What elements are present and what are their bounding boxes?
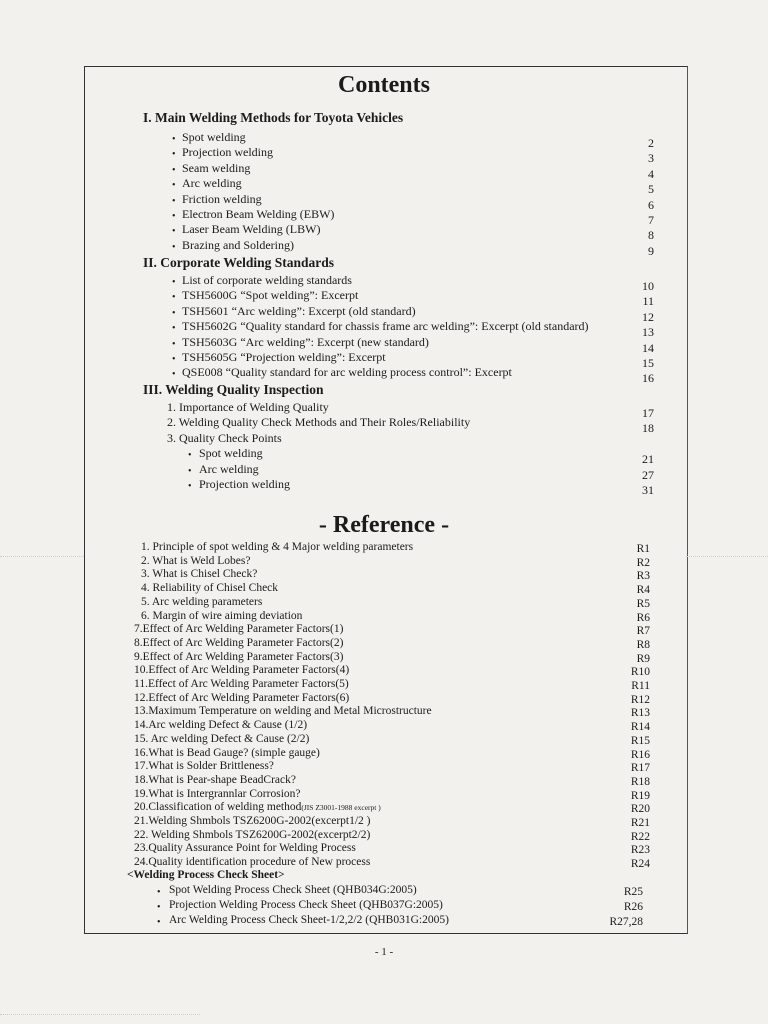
- toc-item: QSE008 “Quality standard for arc welding process control”: Excerpt: [182, 365, 512, 380]
- reference-page-number: R3: [636, 570, 650, 583]
- reference-page-number: R23: [630, 844, 650, 857]
- toc-item: Arc welding: [182, 176, 242, 191]
- reference-page-number: R19: [630, 789, 650, 802]
- bullet-icon: •: [172, 277, 176, 288]
- reference-label: 7.Effect of Arc Welding Parameter Factors(1): [134, 623, 344, 636]
- toc-page-number: 15: [642, 356, 654, 370]
- toc-item: TSH5603G “Arc welding”: Excerpt (new standard): [182, 334, 429, 349]
- reference-label: 13.Maximum Temperature on welding and Metal Microstructure: [134, 705, 432, 718]
- bullet-icon: •: [172, 354, 176, 365]
- reference-page-number: R11: [631, 680, 650, 692]
- reference-label: 4. Reliability of Chisel Check: [141, 582, 279, 595]
- reference-label: 5. Arc welding parameters: [141, 595, 263, 608]
- bullet-icon: •: [157, 901, 161, 913]
- reference-page-number: R7: [636, 625, 650, 638]
- reference-label: 12.Effect of Arc Welding Parameter Factors(6): [134, 691, 350, 704]
- reference-page-number: R20: [630, 803, 650, 816]
- toc-item: TSH5601 “Arc welding”: Excerpt (old standard): [182, 303, 416, 318]
- check-sheet-item: Arc Welding Process Check Sheet-1/2,2/2 (QHB031G:2005): [169, 913, 449, 926]
- bullet-icon: •: [172, 226, 176, 238]
- scan-artifact: [0, 1014, 200, 1015]
- toc-page-number: 18: [642, 421, 654, 436]
- bullet-icon: •: [172, 134, 176, 145]
- reference-label: 3. What is Chisel Check?: [141, 568, 258, 581]
- reference-label: 17.What is Solder Brittleness?: [134, 760, 274, 773]
- check-sheet-page-number: R25: [623, 885, 643, 898]
- toc-page-number: 21: [642, 452, 654, 467]
- reference-page-number: R6: [636, 611, 650, 624]
- bullet-icon: •: [188, 465, 192, 477]
- reference-label: 24.Quality identification procedure of New process: [134, 856, 371, 869]
- toc-item: Laser Beam Welding (LBW): [182, 222, 321, 237]
- reference-page-number: R17: [630, 762, 650, 775]
- toc-item: 2. Welding Quality Check Methods and Their Roles/Reliability: [167, 415, 471, 430]
- reference-label: 8.Effect of Arc Welding Parameter Factors(2): [134, 636, 344, 649]
- bullet-icon: •: [188, 450, 192, 462]
- toc-item: TSH5600G “Spot welding”: Excerpt: [182, 288, 359, 303]
- check-sheet-item: Spot Welding Process Check Sheet (QHB034G:2005): [169, 883, 417, 896]
- toc-subitem: Projection welding: [199, 477, 290, 491]
- reference-label: 2. What is Weld Lobes?: [141, 554, 251, 567]
- reference-label: 6. Margin of wire aiming deviation: [141, 609, 303, 622]
- reference-page-number: R8: [636, 638, 650, 651]
- reference-title: - Reference -: [318, 512, 450, 538]
- toc-item: List of corporate welding standards: [182, 273, 352, 287]
- reference-label: 23.Quality Assurance Point for Welding Process: [134, 842, 356, 855]
- reference-label: 20.Classification of welding method: [134, 801, 302, 814]
- bullet-icon: •: [172, 323, 176, 335]
- toc-page-number: 10: [642, 279, 654, 293]
- toc-item: Friction welding: [182, 191, 262, 206]
- section-heading: I. Main Welding Methods for Toyota Vehicles: [143, 110, 404, 125]
- reference-page-number: R9: [636, 652, 650, 665]
- check-sheet-item: Projection Welding Process Check Sheet (QHB037G:2005): [169, 898, 443, 911]
- reference-page-number: R13: [630, 707, 650, 720]
- reference-label: 10.Effect of Arc Welding Parameter Factors(4): [134, 664, 350, 677]
- reference-page-number: R15: [630, 734, 650, 747]
- reference-page-number: R10: [630, 666, 650, 679]
- toc-page-number: 9: [648, 243, 654, 258]
- toc-item: Projection welding: [182, 145, 273, 160]
- bullet-icon: •: [172, 292, 176, 304]
- toc-item: Seam welding: [182, 160, 251, 175]
- bullet-icon: •: [157, 916, 161, 928]
- check-sheet-page-number: R26: [623, 900, 643, 913]
- reference-label: 15. Arc welding Defect & Cause (2/2): [134, 732, 310, 745]
- toc-item: Brazing and Soldering): [182, 237, 294, 252]
- toc-subitem: Arc welding: [199, 461, 259, 476]
- toc-item: 3. Quality Check Points: [167, 430, 282, 445]
- check-sheet-heading: <Welding Process Check Sheet>: [127, 868, 285, 881]
- reference-page-number: R4: [636, 584, 650, 597]
- bullet-icon: •: [172, 180, 176, 192]
- toc-item: TSH5602G “Quality standard for chassis frame arc welding”: Excerpt (old standard): [182, 319, 589, 334]
- reference-page-number: R22: [630, 830, 650, 843]
- reference-label: 9.Effect of Arc Welding Parameter Factors(3): [134, 650, 344, 663]
- scan-artifact: [0, 556, 84, 557]
- reference-label: 1. Principle of spot welding & 4 Major welding parameters: [141, 541, 414, 553]
- toc-page-number: 6: [648, 197, 654, 212]
- reference-label-note: (JIS Z3001-1988 excerpt ): [301, 803, 381, 813]
- toc-page-number: 17: [642, 406, 654, 420]
- bullet-icon: •: [172, 211, 176, 222]
- reference-label: 19.What is Intergrannlar Corrosion?: [134, 787, 301, 800]
- reference-label: 18.What is Pear-shape BeadCrack?: [134, 773, 296, 786]
- toc-page-number: 13: [642, 325, 654, 340]
- bullet-icon: •: [172, 338, 176, 350]
- toc-page-number: 12: [642, 309, 654, 324]
- reference-page-number: R24: [630, 858, 650, 871]
- section-heading: II. Corporate Welding Standards: [143, 255, 335, 270]
- reference-page-number: R21: [630, 817, 650, 829]
- toc-page-number: 27: [642, 467, 654, 482]
- bullet-icon: •: [172, 307, 176, 319]
- bullet-icon: •: [172, 164, 176, 176]
- toc-page-number: 11: [642, 294, 654, 309]
- toc-page-number: 5: [648, 182, 654, 197]
- bullet-icon: •: [157, 886, 161, 898]
- section-heading: III. Welding Quality Inspection: [143, 382, 324, 397]
- bullet-icon: •: [172, 241, 176, 253]
- toc-page-number: 16: [642, 371, 654, 386]
- toc-page-number: 2: [648, 136, 654, 150]
- reference-page-number: R2: [636, 556, 650, 569]
- toc-item: Spot welding: [182, 130, 246, 144]
- bullet-icon: •: [172, 149, 176, 161]
- reference-page-number: R12: [630, 693, 650, 706]
- reference-label: 22. Welding Shmbols TSZ6200G-2002(excerpt2/2): [134, 828, 371, 841]
- reference-page-number: R14: [630, 721, 650, 734]
- bullet-icon: •: [172, 369, 176, 381]
- reference-page-number: R1: [636, 543, 650, 555]
- scan-artifact: [686, 556, 768, 557]
- reference-label: 11.Effect of Arc Welding Parameter Factors(5): [134, 678, 349, 690]
- toc-page-number: 31: [642, 483, 654, 497]
- contents-title: Contents: [337, 72, 430, 98]
- reference-page-number: R16: [630, 748, 650, 761]
- reference-page-number: R5: [636, 597, 650, 610]
- toc-page-number: 7: [648, 213, 654, 227]
- toc-page-number: 14: [642, 340, 654, 355]
- toc-item: Electron Beam Welding (EBW): [182, 207, 335, 221]
- toc-item: 1. Importance of Welding Quality: [167, 400, 329, 414]
- page-number: - 1 -: [374, 946, 394, 958]
- reference-label: 21.Welding Shmbols TSZ6200G-2002(excerpt1/2 ): [134, 815, 371, 827]
- toc-subitem: Spot welding: [199, 446, 263, 461]
- reference-page-number: R18: [630, 775, 650, 788]
- toc-page-number: 3: [648, 151, 654, 166]
- toc-page-number: 4: [648, 166, 654, 181]
- reference-label: 14.Arc welding Defect & Cause (1/2): [134, 719, 308, 732]
- bullet-icon: •: [172, 195, 176, 207]
- check-sheet-page-number: R27,28: [609, 915, 643, 928]
- toc-page-number: 8: [648, 228, 654, 243]
- reference-label: 16.What is Bead Gauge? (simple gauge): [134, 746, 320, 759]
- bullet-icon: •: [188, 481, 192, 492]
- toc-item: TSH5605G “Projection welding”: Excerpt: [182, 350, 386, 364]
